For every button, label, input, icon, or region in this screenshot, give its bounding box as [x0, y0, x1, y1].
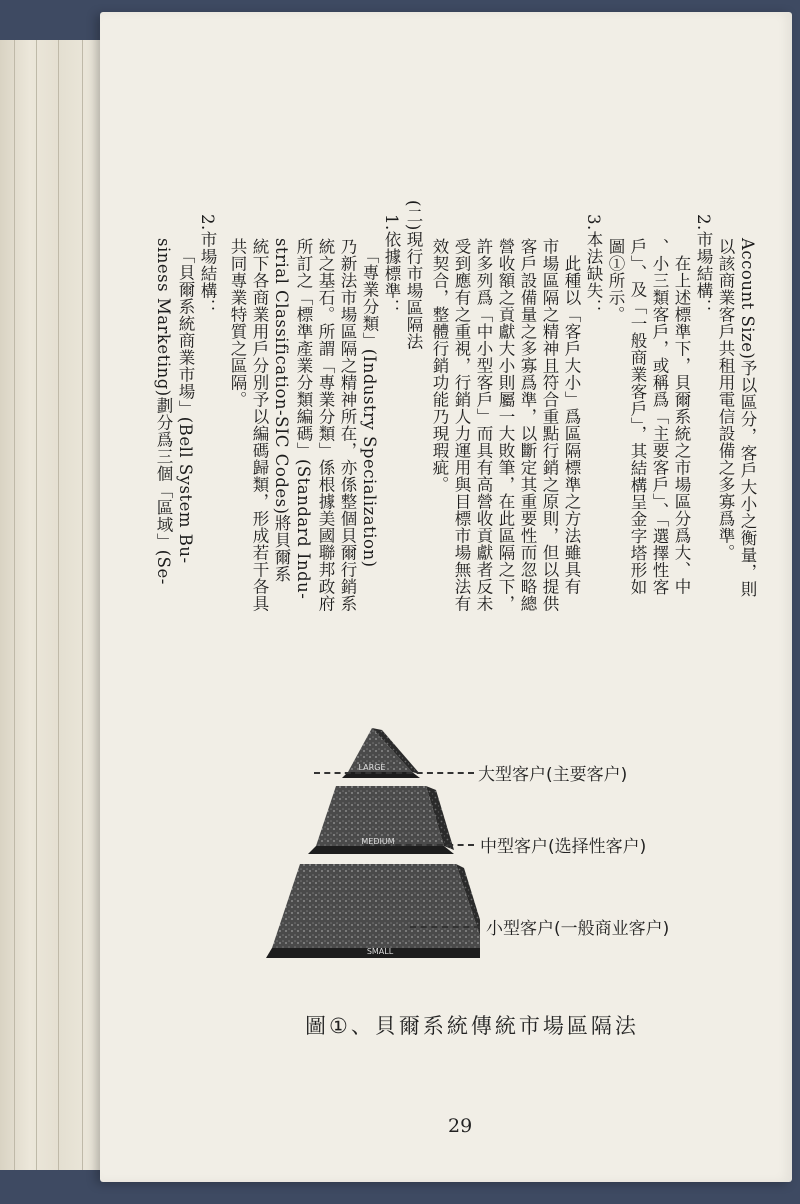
heading-market-structure-2: 2.市場結構： — [198, 214, 217, 316]
layer-label-small: SMALL — [366, 947, 394, 956]
layer-label-large: LARGE — [358, 763, 386, 772]
page-edge — [58, 40, 59, 1170]
text-column: 「貝爾系統商業市場」(Bell System Bu- — [176, 238, 195, 564]
book-page — [100, 12, 792, 1182]
text-column: siness Marketing)劃分爲三個「區域」(Se- — [154, 238, 173, 585]
text-column: 客戶設備量之多寡爲準，以斷定其重要性而忽略總 — [518, 238, 537, 612]
text-column: 乃新法市場區隔之精神所在，亦係整個貝爾行銷系 — [338, 238, 357, 612]
heading-market-structure: 2.市場結構： — [694, 214, 713, 316]
text-column: 「專業分類」(Industry Specialization) — [360, 238, 379, 568]
pyramid-figure — [200, 712, 480, 982]
annotation-medium: 中型客户(选择性客户) — [480, 837, 647, 857]
annotation-large: 大型客户(主要客户) — [478, 765, 628, 785]
text-column: 戶」、及「一般商業客戶」，其結構呈金字塔形如 — [628, 238, 647, 596]
text-column: 受到應有之重視，行銷人力運用與目標市場無法有 — [452, 238, 471, 612]
text-column: strial Classification-SIC Codes)將貝爾系 — [272, 238, 291, 583]
text-column: 此種以「客戶大小」爲區隔標準之方法雖具有 — [562, 238, 581, 595]
leader-line-small — [410, 926, 480, 928]
page-edge — [82, 40, 83, 1170]
text-column: 許多列爲「中小型客戶」而具有高營收貢獻者反未 — [474, 238, 493, 612]
text-column: 在上述標準下，貝爾系統之市場區分爲大、中 — [672, 238, 691, 595]
leader-line-large — [314, 772, 474, 774]
text-column: 市場區隔之精神且符合重點行銷之原則，但以提供 — [540, 238, 559, 612]
layer-label-medium: MEDIUM — [361, 837, 395, 846]
heading-shortcomings: 3.本法缺失： — [584, 214, 603, 316]
text-column: 以該商業客戶共租用電信設備之多寡爲準。 — [716, 238, 735, 561]
pyramid-layer-small — [266, 864, 480, 958]
text-column: 統下各商業用戶分別予以編碼歸類，形成若干各具 — [250, 238, 269, 612]
page-stack — [0, 40, 111, 1170]
text-column: 圖①所示。 — [606, 238, 625, 323]
page-edge — [36, 40, 37, 1170]
annotation-small: 小型客户(一般商业客户) — [486, 919, 670, 939]
page-number: 29 — [448, 1115, 473, 1137]
section-heading: (二)現行市場區隔法 — [404, 200, 423, 350]
text-column: 營收額之貢獻大小則屬一大敗筆，在此區隔之下， — [496, 238, 515, 612]
page-edge — [14, 40, 15, 1170]
leader-line-medium — [364, 844, 474, 846]
text-column: Account Size)予以區分，客戶大小之衡量，則 — [738, 238, 757, 598]
text-column: 、小三類客戶，或稱爲「主要客戶」、「選擇性客 — [650, 238, 669, 596]
text-column: 共同專業特質之區隔。 — [228, 238, 247, 408]
text-column: 統之基石。所謂「專業分類」係根據美國聯邦政府 — [316, 238, 335, 612]
text-column: 效契合，整體行銷功能乃現瑕疵。 — [430, 238, 449, 493]
heading-basis: 1.依據標準： — [382, 214, 401, 316]
text-column: 所訂之「標準產業分類編碼」(Standard Indu- — [294, 238, 313, 600]
figure-caption: 圖①、貝爾系統傳統市場區隔法 — [305, 1014, 639, 1038]
